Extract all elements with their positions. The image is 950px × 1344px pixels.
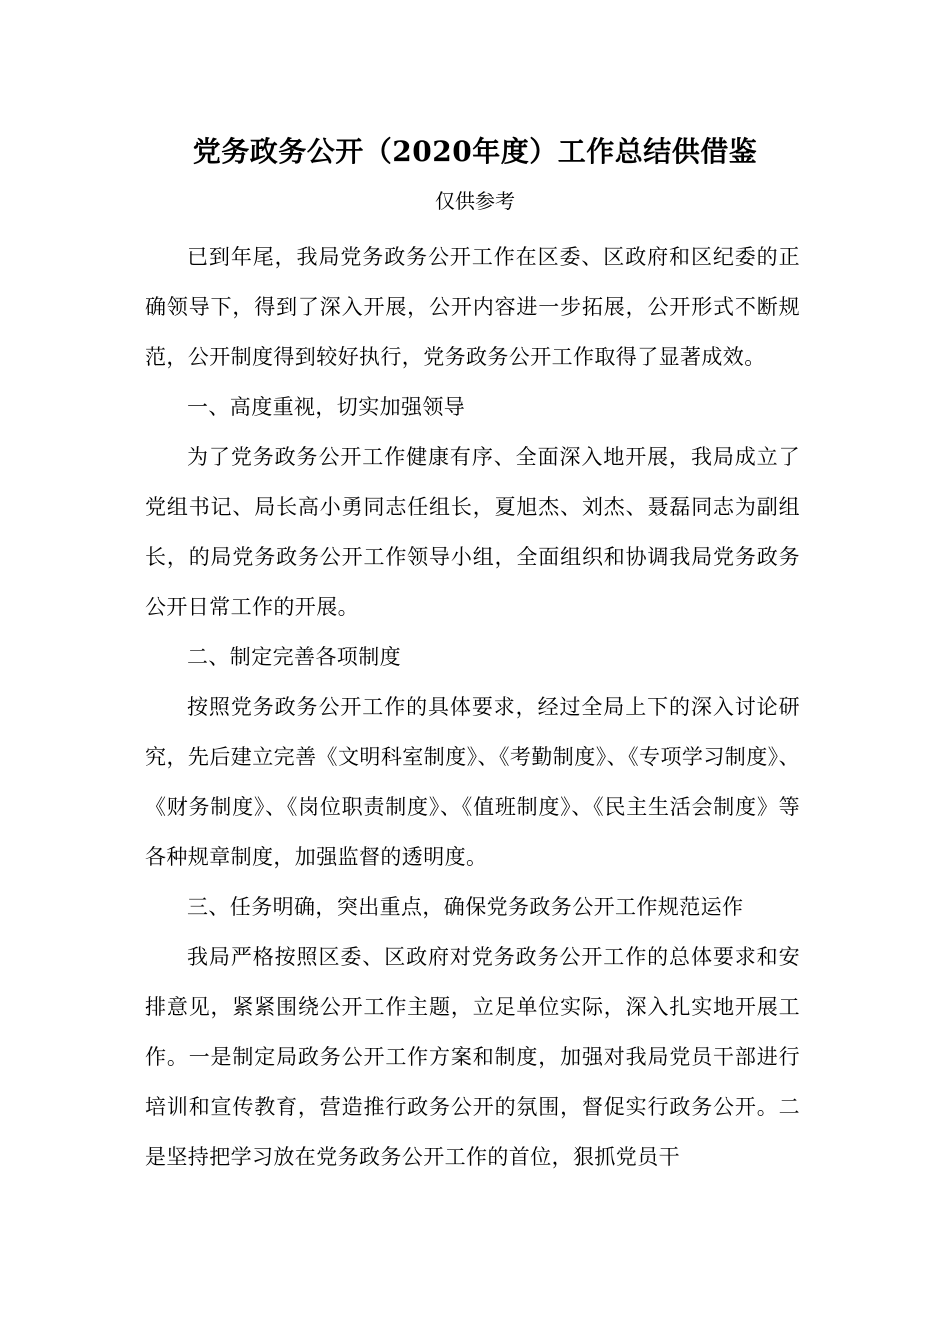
document-subtitle: 仅供参考 [435,189,515,213]
section-heading-1: 一、高度重视，切实加强领导 [187,395,466,419]
paragraph-section-3: 我局严格按照区委、区政府对党务政务公开工作的总体要求和安排意见，紧紧围绕公开工作主题，立足单位实际，深入扎实地开展工作。一是制定局政务公开工作方案和制度，加强对我局党员干部进行培训和宣传教育，营造推行政务公开的氛围，督促实行政务公开。二是坚持把学习放在党务政务公开工作的首位，狠抓党员干 [145,945,800,1169]
document-title: 党务政务公开（2020年度）工作总结供借鉴 [192,135,758,168]
paragraph-intro: 已到年尾，我局党务政务公开工作在区委、区政府和区纪委的正确领导下，得到了深入开展，公开内容进一步拓展，公开形式不断规范，公开制度得到较好执行，党务政务公开工作取得了显著成效。 [145,245,800,369]
paragraph-section-1: 为了党务政务公开工作健康有序、全面深入地开展，我局成立了党组书记、局长高小勇同志任组长，夏旭杰、刘杰、聂磊同志为副组长，的局党务政务公开工作领导小组，全面组织和协调我局党务政务公开日常工作的开展。 [145,445,800,619]
section-heading-3: 三、任务明确，突出重点，确保党务政务公开工作规范运作 [187,895,744,919]
document-body [145,232,800,1182]
section-heading-2: 二、制定完善各项制度 [187,645,401,669]
paragraph-section-2: 按照党务政务公开工作的具体要求，经过全局上下的深入讨论研究，先后建立完善《文明科室制度》、《考勤制度》、《专项学习制度》、《财务制度》、《岗位职责制度》、《值班制度》、《民主生活会制度》等各种规章制度，加强监督的透明度。 [145,695,800,869]
